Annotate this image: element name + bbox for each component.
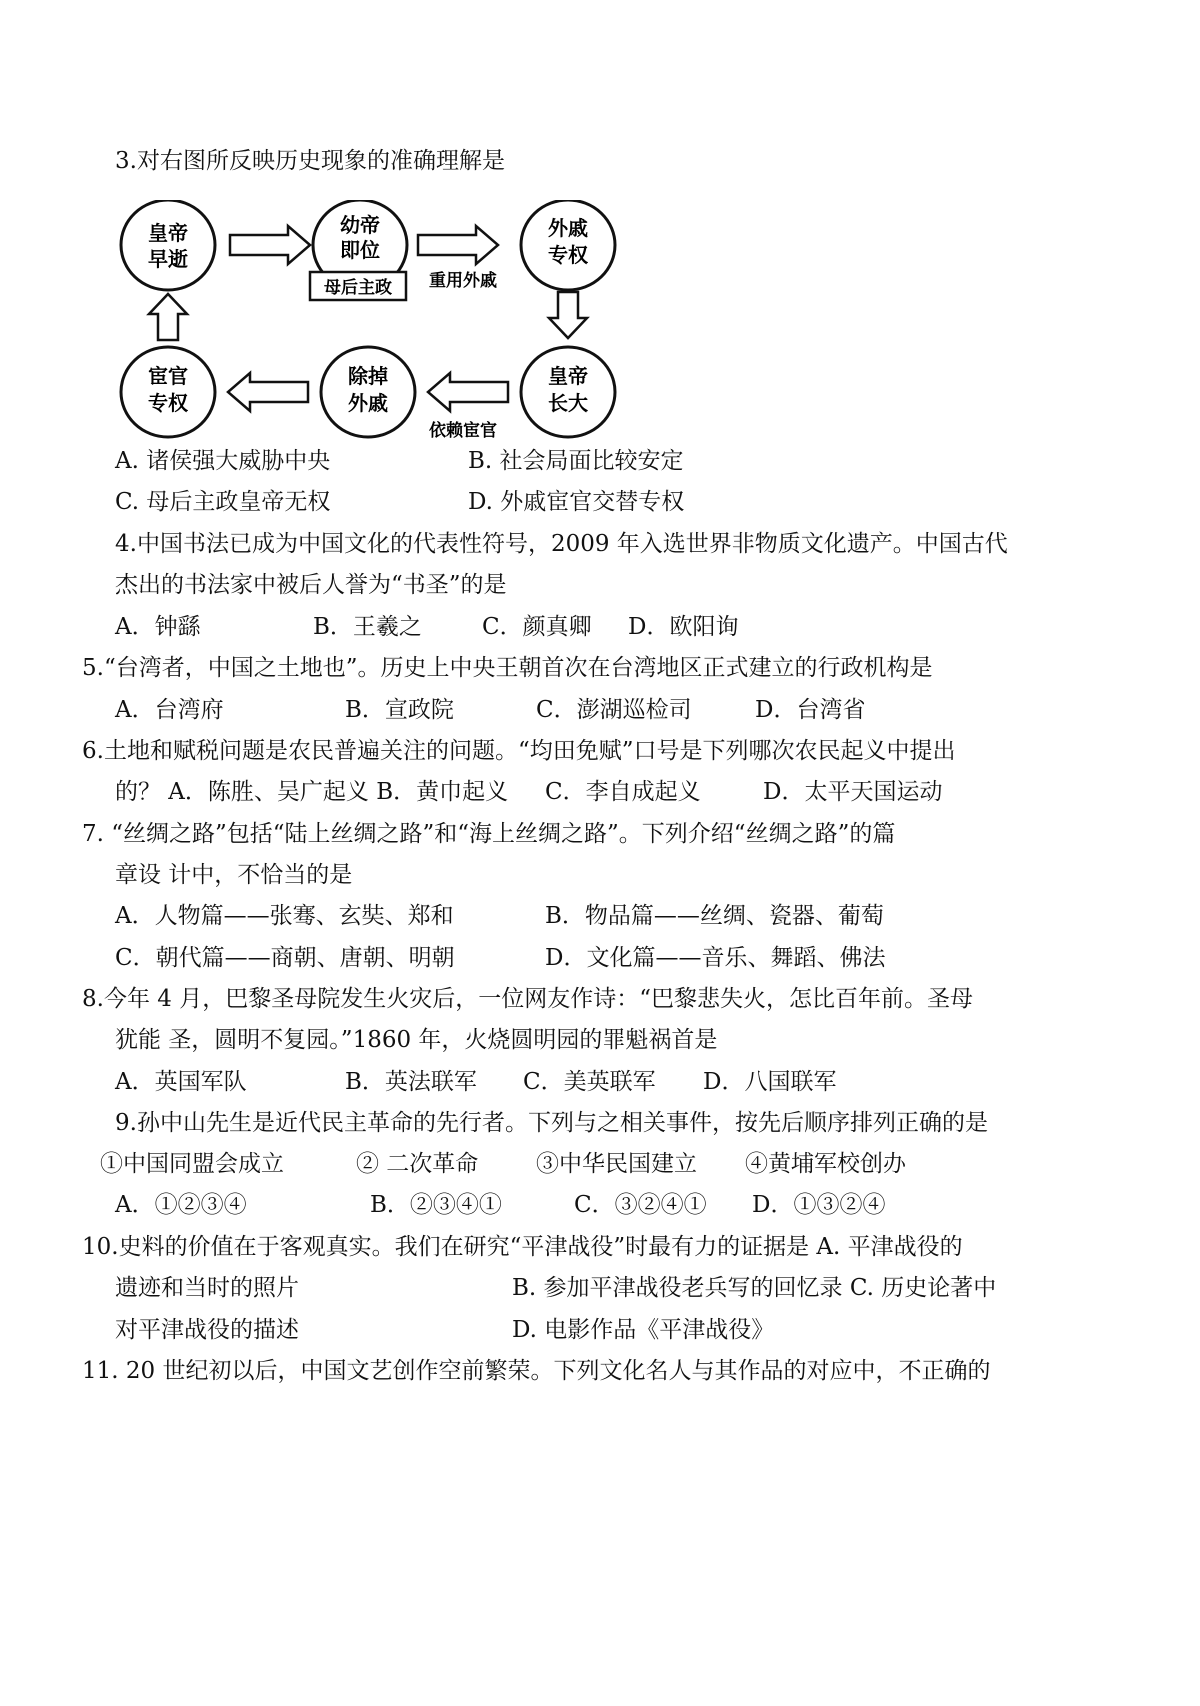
q8-line1: 8.今年 4 月，巴黎圣母院发生火灾后，一位网友作诗：“巴黎悲失火，怎比百年前。圣母 xyxy=(82,986,973,1012)
q6-option-d: D．太平天国运动 xyxy=(763,779,943,805)
node3-l1: 外戚 xyxy=(548,216,588,240)
q7-option-b: B．物品篇——丝绸、瓷器、葡萄 xyxy=(545,903,884,929)
q3-stem: 3.对右图所反映历史现象的准确理解是 xyxy=(115,148,505,174)
arrow-left-icon xyxy=(228,373,308,411)
q7-option-a: A．人物篇——张骞、玄奘、郑和 xyxy=(115,903,454,929)
q7-line1: 7. “丝绸之路”包括“陆上丝绸之路”和“海上丝绸之路”。下列介绍“丝绸之路”的篇 xyxy=(82,821,896,847)
q4-option-a: A．钟繇 xyxy=(115,614,201,640)
arrow-down-icon xyxy=(549,292,587,338)
q3-option-c: C. 母后主政皇帝无权 xyxy=(115,489,331,515)
q3-option-a: A. 诸侯强大威胁中央 xyxy=(115,448,331,474)
q9-option-c: C．③②④① xyxy=(574,1192,707,1218)
q6-option-c: C．李自成起义 xyxy=(545,779,701,805)
arrow-left-icon xyxy=(428,373,508,411)
node3-l2: 专权 xyxy=(548,243,588,267)
q7-line2: 章设 计中，不恰当的是 xyxy=(115,862,353,888)
node1-l2: 早逝 xyxy=(148,247,188,271)
node6-l2: 专权 xyxy=(148,391,188,415)
q4-option-d: D．欧阳询 xyxy=(628,614,739,640)
node2-l2: 即位 xyxy=(340,238,380,262)
q9-line1: 9.孙中山先生是近代民主革命的先行者。下列与之相关事件，按先后顺序排列正确的是 xyxy=(115,1110,988,1136)
q9-option-d: D．①③②④ xyxy=(752,1192,886,1218)
q4-option-b: B．王羲之 xyxy=(313,614,422,640)
q4-line1: 4.中国书法已成为中国文化的代表性符号，2009 年入选世界非物质文化遗产。中国古代 xyxy=(115,531,1008,557)
node6-l1: 宦官 xyxy=(148,364,188,388)
q3-option-d: D. 外戚宦官交替专权 xyxy=(468,489,685,515)
q9-event-2: ② 二次革命 xyxy=(356,1151,479,1177)
flow-diagram-svg xyxy=(118,200,638,440)
q9-event-4: ④黄埔军校创办 xyxy=(745,1151,906,1177)
q6-line1: 6.土地和赋税问题是农民普遍关注的问题。“均田免赋”口号是下列哪次农民起义中提出 xyxy=(82,738,956,764)
arrow-label-bottom: 依赖宦官 xyxy=(429,421,497,440)
q9-event-1: ①中国同盟会成立 xyxy=(100,1151,284,1177)
q5-option-c: C．澎湖巡检司 xyxy=(536,697,692,723)
node2-l1: 幼帝 xyxy=(340,213,380,237)
q9-event-3: ③中华民国建立 xyxy=(536,1151,697,1177)
q10-line2a: 遗迹和当时的照片 xyxy=(115,1275,299,1301)
q9-option-b: B．②③④① xyxy=(370,1192,502,1218)
node4-l2: 长大 xyxy=(548,391,588,415)
node-circle xyxy=(121,200,215,290)
flow-diagram xyxy=(118,200,638,440)
q9-option-a: A．①②③④ xyxy=(115,1192,247,1218)
node1-l1: 皇帝 xyxy=(148,221,188,245)
q10-line2b: B. 参加平津战役老兵写的回忆录 C. 历史论著中 xyxy=(512,1275,997,1301)
arrow-right-icon xyxy=(418,226,498,264)
arrow-right-icon xyxy=(230,226,310,264)
q11-line1: 11. 20 世纪初以后，中国文艺创作空前繁荣。下列文化名人与其作品的对应中，不正确的 xyxy=(82,1358,991,1384)
q8-option-a: A．英国军队 xyxy=(115,1069,247,1095)
q8-option-c: C．美英联军 xyxy=(523,1069,656,1095)
q8-option-d: D．八国联军 xyxy=(703,1069,837,1095)
q4-line2: 杰出的书法家中被后人誉为“书圣”的是 xyxy=(115,572,507,598)
node5-l1: 除掉 xyxy=(348,364,388,388)
q5-option-a: A．台湾府 xyxy=(115,697,224,723)
q8-line2: 犹能 圣，圆明不复园。”1860 年，火烧圆明园的罪魁祸首是 xyxy=(115,1027,718,1053)
q5-line1: 5.“台湾者，中国之土地也”。历史上中央王朝首次在台湾地区正式建立的行政机构是 xyxy=(82,655,933,681)
q4-option-c: C．颜真卿 xyxy=(482,614,592,640)
q5-option-d: D．台湾省 xyxy=(755,697,866,723)
q7-option-d: D．文化篇——音乐、舞蹈、佛法 xyxy=(545,945,886,971)
q7-option-c: C．朝代篇——商朝、唐朝、明朝 xyxy=(115,945,455,971)
node5-l2: 外戚 xyxy=(348,391,388,415)
q6-line2: 的？ A．陈胜、吴广起义 B．黄巾起义 xyxy=(115,779,509,805)
q10-line3a: 对平津战役的描述 xyxy=(115,1317,299,1343)
arrow-label-top: 重用外戚 xyxy=(429,271,497,291)
q3-option-b: B. 社会局面比较安定 xyxy=(468,448,684,474)
arrow-up-icon xyxy=(149,294,187,340)
q10-line1: 10.史料的价值在于客观真实。我们在研究“平津战役”时最有力的证据是 A. 平津战役的 xyxy=(82,1234,963,1260)
q5-option-b: B．宣政院 xyxy=(345,697,454,723)
node4-l1: 皇帝 xyxy=(548,364,588,388)
q10-line3b: D. 电影作品《平津战役》 xyxy=(512,1317,775,1343)
q8-option-b: B．英法联军 xyxy=(345,1069,477,1095)
box-label: 母后主政 xyxy=(324,278,392,298)
